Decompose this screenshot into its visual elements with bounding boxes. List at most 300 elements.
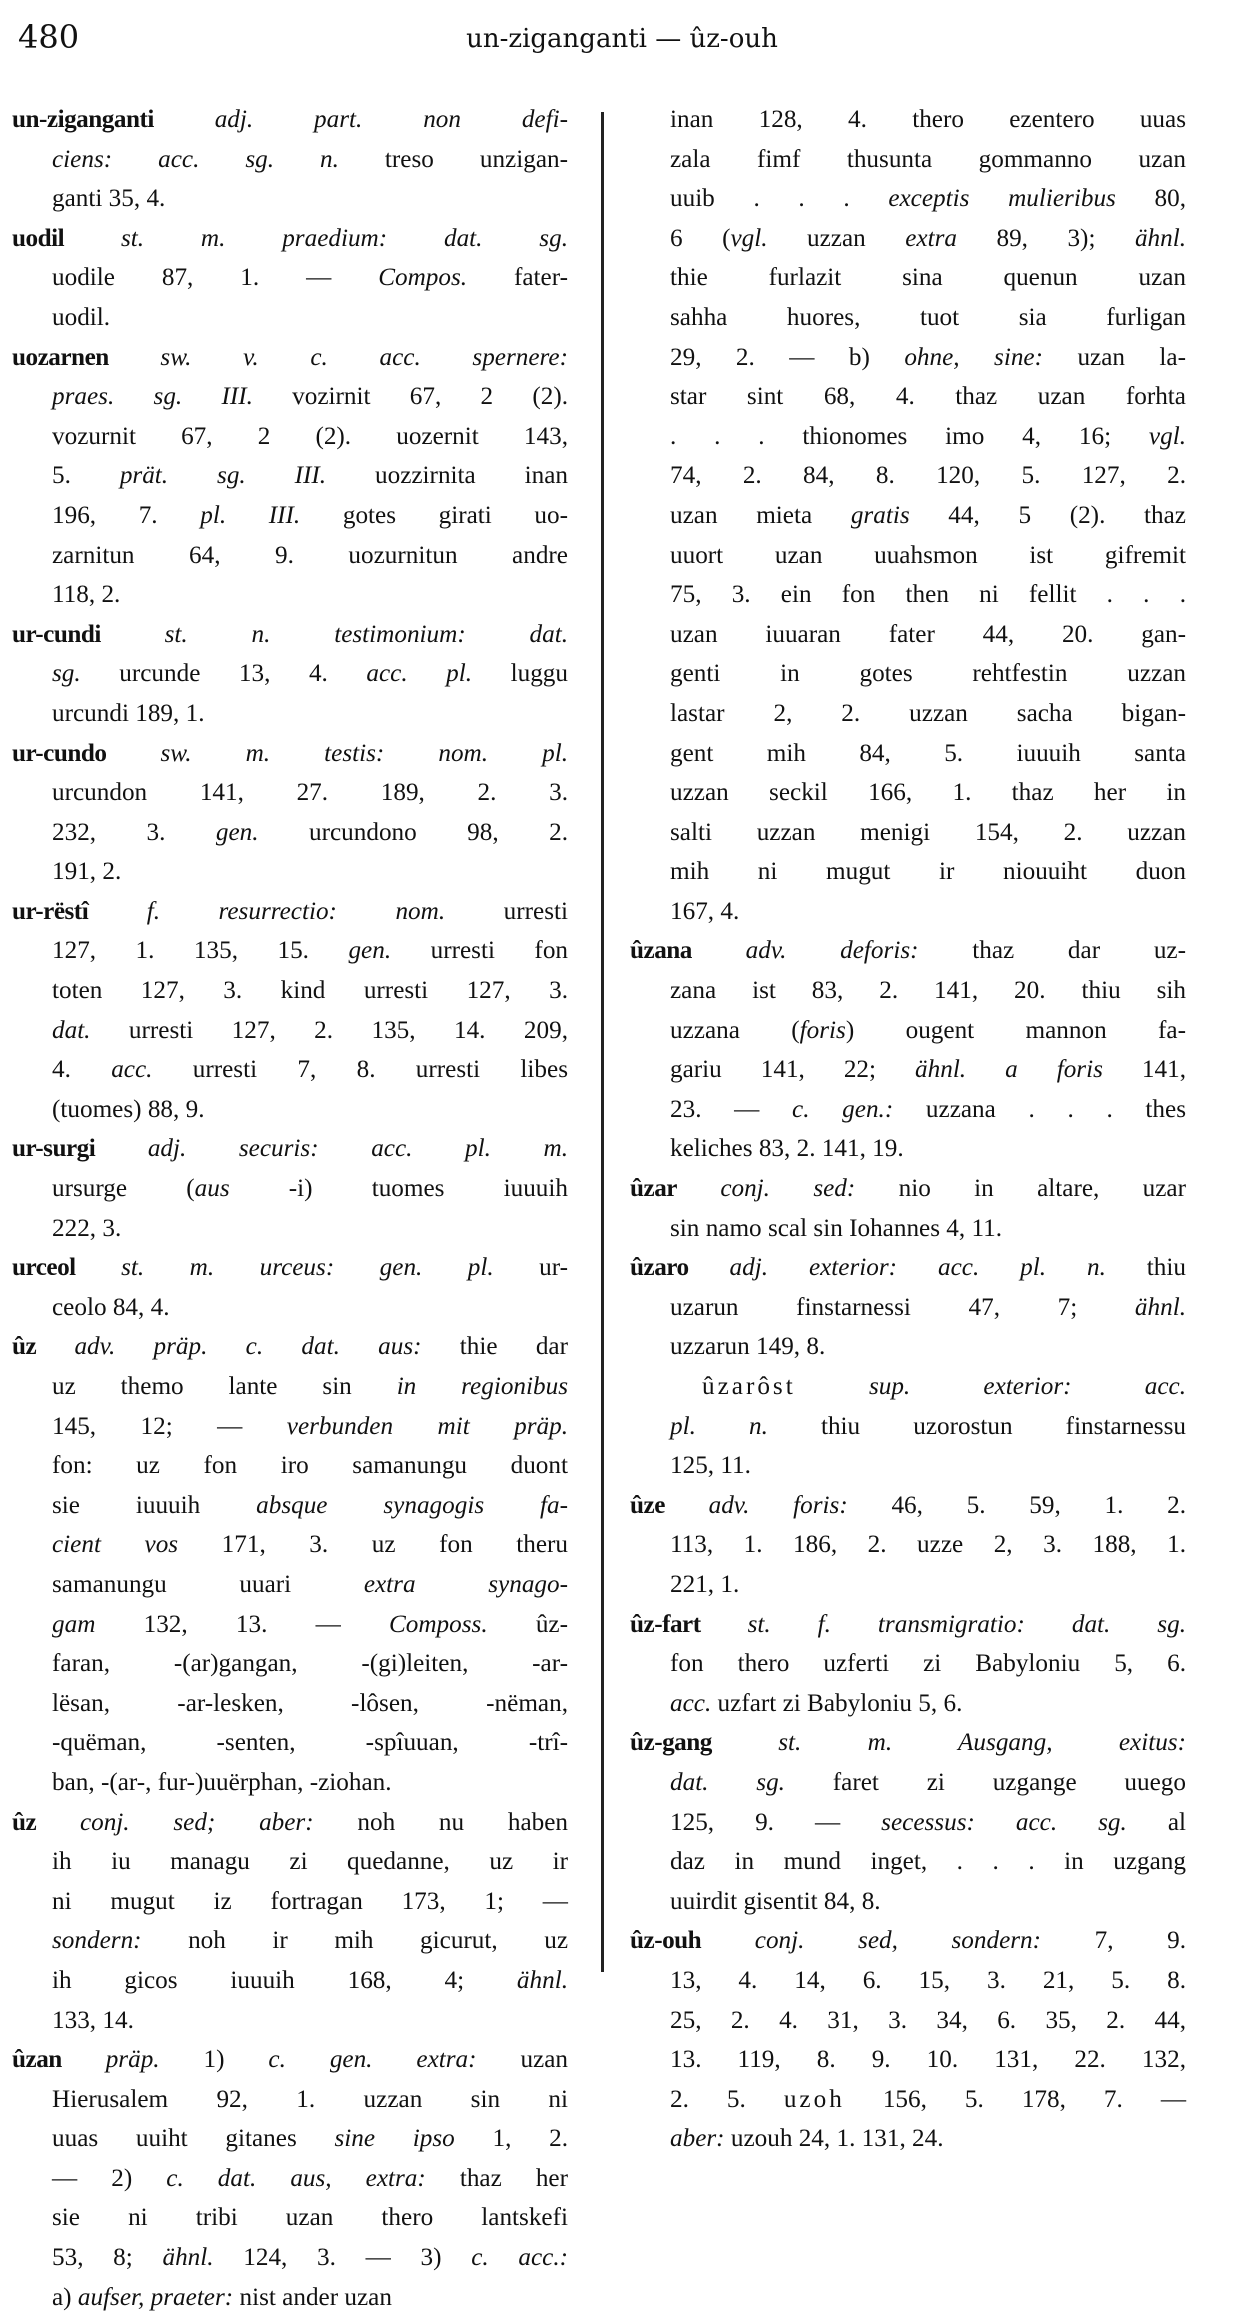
headword: ûzan <box>12 2046 62 2074</box>
citation-text: daz in mund inget, . . . in uzgang <box>670 1848 1186 1876</box>
citation-text: uodile 87, 1. — <box>52 264 379 292</box>
entry-line <box>12 2119 568 2159</box>
grammar-note: Compos. <box>378 264 468 292</box>
citation-text: urresti 127, 2. 135, 14. 209, <box>90 1016 568 1044</box>
right-column <box>630 100 1186 2159</box>
entry-line <box>630 100 1186 140</box>
grammar-note: ciens: acc. sg. n. <box>52 145 339 173</box>
citation-text: urcundono 98, 2. <box>258 818 568 846</box>
citation-text: uuas uuiht gitanes <box>52 2125 335 2153</box>
entry-headline <box>12 1248 568 1288</box>
entry-line <box>630 1763 1186 1803</box>
grammar-note: foris <box>799 1016 846 1044</box>
grammar-note: exceptis mulieribus <box>888 185 1116 213</box>
grammar-note: aufser, praeter: <box>77 2283 234 2311</box>
grammar-note: ähnl. <box>1134 1293 1186 1321</box>
citation-text: urresti <box>445 897 568 925</box>
citation-text: uzan iuuaran fater 44, 20. gan- <box>670 620 1186 648</box>
citation-text: uz themo lante sin <box>52 1373 397 1400</box>
entry-line <box>630 1209 1186 1249</box>
citation-text: urresti fon <box>391 937 569 965</box>
grammar-note: c. gen.: <box>792 1095 894 1123</box>
citation-text: thiu uzorostun finstarnessu <box>767 1412 1186 1440</box>
citation-text: uozzirnita inan <box>326 462 568 490</box>
entry-line <box>630 734 1186 774</box>
citation-text: 13, 4. 14, 6. 15, 3. 21, 5. 8. <box>670 1966 1186 1994</box>
grammar-note: conj. sed: <box>676 1175 856 1203</box>
headword: ûzana <box>630 937 692 965</box>
grammar-note: pl. III. <box>200 501 301 529</box>
entry-line <box>630 1090 1186 1130</box>
citation-text: 75, 3. ein fon then ni fellit . . . <box>670 581 1186 609</box>
entry-line <box>630 2119 1186 2159</box>
citation-text: fon thero uzferti zi Babyloniu 5, 6. <box>670 1650 1186 1678</box>
headword: ur-cundo <box>12 739 107 767</box>
citation-text: uzan mieta <box>670 501 851 529</box>
citation-text: urcunde 13, 4. <box>80 660 367 688</box>
grammar-note: conj. sed; aber: <box>36 1808 314 1836</box>
entry-line <box>630 417 1186 457</box>
citation-text: uzoh <box>783 2085 845 2113</box>
grammar-note: extra synago- <box>363 1570 568 1598</box>
entry-line <box>12 1763 568 1803</box>
headword: uozarnen <box>12 343 109 371</box>
grammar-note: acc. pl. <box>366 660 473 688</box>
left-column <box>12 100 568 2317</box>
citation-text: ) ougent mannon fa- <box>845 1016 1186 1044</box>
citation-text: lësan, -ar-lesken, -lôsen, -nëman, <box>52 1689 568 1717</box>
citation-text: zana ist 83, 2. 141, 20. thiu sih <box>670 977 1186 1005</box>
grammar-note: sondern: <box>52 1927 142 1955</box>
citation-text: star sint 68, 4. thaz uzan forhta <box>670 383 1186 411</box>
citation-text: 23. — <box>670 1095 793 1123</box>
citation-text: 232, 3. <box>52 818 216 846</box>
entry-line <box>12 140 568 180</box>
citation-text: uzarun finstarnessi 47, 7; <box>670 1293 1135 1321</box>
grammar-note: sup. exterior: acc. <box>795 1373 1186 1400</box>
citation-text: faret zi uzgange uuego <box>784 1768 1186 1796</box>
entry-line <box>630 1050 1186 1090</box>
grammar-note: st. m. praedium: dat. sg. <box>64 224 568 252</box>
citation-text: 89, 3); <box>957 224 1135 252</box>
entry-line <box>12 377 568 417</box>
entry-headline <box>12 1327 568 1367</box>
citation-text: -i) tuomes iuuuih <box>229 1175 568 1203</box>
citation-text: thie dar <box>421 1333 568 1361</box>
entry-line <box>12 931 568 971</box>
entry-line <box>12 1921 568 1961</box>
headword: uodil <box>12 224 65 252</box>
entry-line <box>12 1486 568 1526</box>
citation-text: vozirnit 67, 2 (2). <box>252 383 568 411</box>
entry-headline <box>630 1486 1186 1526</box>
citation-text: nist ander uzan <box>233 2283 392 2311</box>
entry-line <box>630 971 1186 1011</box>
entry-line <box>630 575 1186 615</box>
entry-line <box>12 536 568 576</box>
citation-text: thaz dar uz- <box>918 937 1186 965</box>
citation-text: 118, 2. <box>52 581 121 609</box>
citation-text: 2. 5. <box>670 2085 784 2113</box>
citation-text: 127, 1. 135, 15. <box>52 937 349 965</box>
citation-text: luggu <box>472 660 568 688</box>
entry-headline <box>12 219 568 259</box>
entry-headline <box>12 734 568 774</box>
citation-text: lastar 2, 2. uzzan sacha bigan- <box>670 699 1186 727</box>
entry-line <box>630 615 1186 655</box>
citation-text: ursurge ( <box>52 1175 195 1203</box>
entry-line <box>12 773 568 813</box>
running-head: un-ziganganti — ûz-ouh <box>466 24 778 54</box>
grammar-note: gam <box>52 1610 96 1638</box>
citation-text: zala fimf thusunta gommanno uzan <box>670 145 1186 173</box>
citation-text: 25, 2. 4. 31, 3. 34, 6. 35, 2. 44, <box>670 2006 1186 2034</box>
citation-text: fater- <box>467 264 568 292</box>
headword: ur-cundi <box>12 620 101 648</box>
citation-text: Hierusalem 92, 1. uzzan sin ni <box>52 2085 568 2113</box>
citation-text: uuort uzan uuahsmon ist gifremit <box>670 541 1186 569</box>
entry-line <box>630 1961 1186 2001</box>
citation-text: al <box>1126 1808 1187 1836</box>
grammar-note: st. n. testimonium: dat. <box>100 620 568 648</box>
grammar-note: gratis <box>850 501 910 529</box>
page-number: 480 <box>18 18 80 56</box>
citation-text: 1) <box>159 2046 269 2074</box>
grammar-note: praes. sg. III. <box>52 383 253 411</box>
entry-line <box>630 694 1186 734</box>
entry-line <box>12 298 568 338</box>
grammar-note: f. resurrectio: nom. <box>88 897 446 925</box>
entry-headline <box>12 1129 568 1169</box>
citation-text: 141, <box>1102 1056 1186 1084</box>
entry-line <box>630 219 1186 259</box>
entry-line <box>12 2001 568 2041</box>
entry-line <box>630 1644 1186 1684</box>
citation-text: 113, 1. 186, 2. uzze 2, 3. 188, 1. <box>670 1531 1186 1559</box>
entry-line <box>12 1723 568 1763</box>
grammar-note: prät. sg. III. <box>119 462 327 490</box>
entry-line <box>12 1446 568 1486</box>
entry-line <box>630 1288 1186 1328</box>
headword: ûzar <box>630 1175 677 1203</box>
entry-line <box>12 2080 568 2120</box>
grammar-note: ähnl. <box>1134 224 1187 252</box>
citation-text: uzouh 24, 1. 131, 24. <box>724 2125 944 2153</box>
entry-line <box>12 2278 568 2317</box>
citation-text: ih gicos iuuuih 168, 4; <box>52 1966 517 1994</box>
citation-text: 145, 12; — <box>52 1412 287 1440</box>
citation-text: uzan la- <box>1043 343 1186 371</box>
citation-text: noh nu haben <box>313 1808 569 1836</box>
citation-text: urcundon 141, 27. 189, 2. 3. <box>52 779 568 807</box>
entry-line <box>12 1090 568 1130</box>
citation-text: 221, 1. <box>670 1570 740 1598</box>
grammar-note: in regionibus <box>396 1373 568 1400</box>
grammar-note: c. gen. extra: <box>268 2046 477 2074</box>
citation-text: urcundi 189, 1. <box>52 699 205 727</box>
entry-line <box>12 1169 568 1209</box>
citation-text: vozurnit 67, 2 (2). uozernit 143, <box>52 422 568 450</box>
entry-headline <box>630 1169 1186 1209</box>
grammar-note: aus <box>194 1175 230 1203</box>
entry-line <box>630 1684 1186 1724</box>
grammar-note: dat. <box>52 1016 91 1044</box>
entry-headline <box>12 1803 568 1843</box>
entry-headline <box>12 338 568 378</box>
grammar-note: gen. <box>215 818 259 846</box>
grammar-note: ähnl. <box>162 2244 214 2272</box>
entry-line <box>630 2080 1186 2120</box>
citation-text: gariu 141, 22; <box>670 1056 916 1084</box>
grammar-note: adv. foris: <box>664 1491 848 1519</box>
citation-text: ûzarôst <box>702 1373 796 1400</box>
entry-line <box>630 1327 1186 1367</box>
citation-text: 133, 14. <box>52 2006 134 2034</box>
citation-text: (tuomes) 88, 9. <box>52 1095 205 1123</box>
grammar-note: sw. v. c. acc. spernere: <box>108 343 568 371</box>
citation-text: genti in gotes rehtfestin uzzan <box>670 660 1186 688</box>
entry-headline <box>12 892 568 932</box>
grammar-note: Composs. <box>388 1610 488 1638</box>
entry-line <box>12 1565 568 1605</box>
citation-text: salti uzzan menigi 154, 2. uzzan <box>670 818 1186 846</box>
entry-line <box>630 1565 1186 1605</box>
entry-headline <box>630 1248 1186 1288</box>
entry-line <box>630 298 1186 338</box>
headword: ûz <box>12 1333 37 1361</box>
citation-text: 132, 13. — <box>95 1610 389 1638</box>
grammar-note: st. m. urceus: gen. pl. <box>75 1254 494 1282</box>
entry-headline <box>630 1605 1186 1645</box>
grammar-note: gen. <box>348 937 392 965</box>
citation-text: ban, -(ar-, fur-)uuërphan, -ziohan. <box>52 1768 392 1796</box>
entry-line <box>630 1011 1186 1051</box>
entry-line <box>12 1209 568 1249</box>
citation-text: sahha huores, tuot sia furligan <box>670 303 1186 331</box>
citation-text: samanungu uuari <box>52 1570 364 1598</box>
entry-line <box>12 2159 568 2199</box>
entry-line <box>12 258 568 298</box>
entry-line <box>630 1407 1186 1447</box>
entry-line <box>12 1644 568 1684</box>
entry-line <box>12 1367 568 1407</box>
citation-text: 53, 8; <box>52 2244 163 2272</box>
citation-text: 80, <box>1115 185 1187 213</box>
citation-text: uzzana ( <box>670 1016 800 1044</box>
citation-text: ûz- <box>487 1610 568 1638</box>
grammar-note: pl. n. <box>670 1412 768 1440</box>
citation-text: noh ir mih gicurut, uz <box>141 1927 568 1955</box>
citation-text: 222, 3. <box>52 1214 122 1242</box>
entry-line <box>12 2238 568 2278</box>
citation-text: 44, 5 (2). thaz <box>909 501 1186 529</box>
entry-line <box>12 1882 568 1922</box>
citation-text: ni mugut iz fortragan 173, 1; — <box>52 1887 568 1915</box>
headword: ûz-gang <box>630 1729 712 1757</box>
citation-text: ceolo 84, 4. <box>52 1293 170 1321</box>
citation-text: . . . thionomes imo 4, 16; <box>670 422 1149 450</box>
citation-text: uuirdit gisentit 84, 8. <box>670 1887 881 1915</box>
citation-text: 4. <box>52 1056 112 1084</box>
entry-line <box>630 2001 1186 2041</box>
entry-line <box>12 1407 568 1447</box>
citation-text: 46, 5. 59, 1. 2. <box>847 1491 1187 1519</box>
citation-text: -quëman, -senten, -spîuuan, -trî- <box>52 1729 568 1757</box>
grammar-note: st. f. transmigratio: dat. sg. <box>700 1610 1186 1638</box>
column-rule <box>601 112 604 1972</box>
grammar-note: adv. präp. c. dat. aus: <box>36 1333 422 1361</box>
grammar-note: absque synagogis fa- <box>256 1491 568 1519</box>
citation-text: inan 128, 4. thero ezentero uuas <box>670 106 1186 133</box>
entry-headline <box>630 1921 1186 1961</box>
citation-text: thiu <box>1105 1254 1186 1282</box>
entry-line <box>12 496 568 536</box>
entry-line <box>12 1961 568 2001</box>
citation-text: gotes girati uo- <box>300 501 568 529</box>
citation-text: toten 127, 3. kind urresti 127, 3. <box>52 977 568 1005</box>
citation-text: uzzan seckil 166, 1. thaz her in <box>670 779 1186 807</box>
entry-line <box>12 1050 568 1090</box>
citation-text: 125, 11. <box>670 1452 751 1480</box>
grammar-note: sine ipso <box>334 2125 455 2153</box>
citation-text: uzfart zi Babyloniu 5, 6. <box>711 1689 963 1717</box>
entry-headline <box>630 931 1186 971</box>
entry-line <box>12 654 568 694</box>
entry-line <box>12 852 568 892</box>
citation-text: uzzan <box>767 224 906 252</box>
headword: ûz-fart <box>630 1610 701 1638</box>
entry-line <box>630 456 1186 496</box>
citation-text: 171, 3. uz fon theru <box>178 1531 568 1559</box>
grammar-note: aber: <box>670 2125 725 2153</box>
citation-text: uuib . . . <box>670 185 889 213</box>
entry-line <box>12 1684 568 1724</box>
entry-line <box>630 1367 1186 1407</box>
entry-line <box>12 417 568 457</box>
grammar-note: acc. <box>670 1689 712 1717</box>
citation-text: 13. 119, 8. 9. 10. 131, 22. 132, <box>670 2046 1186 2074</box>
entry-line <box>630 377 1186 417</box>
citation-text: 1, 2. <box>454 2125 569 2153</box>
citation-text: uzzarun 149, 8. <box>670 1333 826 1361</box>
citation-text: 6 ( <box>670 224 731 252</box>
citation-text: 191, 2. <box>52 858 122 886</box>
grammar-note: ähnl. a foris <box>915 1056 1103 1084</box>
citation-text: ganti 35, 4. <box>52 185 166 213</box>
entry-line <box>12 456 568 496</box>
entry-line <box>630 536 1186 576</box>
grammar-note: adj. securis: acc. pl. m. <box>95 1135 568 1163</box>
entry-headline <box>630 1723 1186 1763</box>
entry-line <box>12 1288 568 1328</box>
citation-text: 7, 9. <box>1041 1927 1186 1955</box>
entry-line <box>630 773 1186 813</box>
headword: un-ziganganti <box>12 106 154 133</box>
citation-text: — 2) <box>52 2164 167 2192</box>
entry-line <box>12 694 568 734</box>
entry-line <box>12 1605 568 1645</box>
entry-line <box>630 1129 1186 1169</box>
headword: ûz <box>12 1808 37 1836</box>
headword: ur-surgi <box>12 1135 96 1163</box>
citation-text: uzzana . . . thes <box>893 1095 1187 1123</box>
grammar-note: acc. <box>111 1056 153 1084</box>
entry-line <box>630 1803 1186 1843</box>
grammar-note: vgl. <box>730 224 768 252</box>
entry-line <box>630 258 1186 298</box>
citation-text: fon: uz fon iro samanungu duont <box>52 1452 568 1480</box>
entry-line <box>12 179 568 219</box>
entry-line <box>630 1842 1186 1882</box>
citation-text: uzan <box>476 2046 569 2074</box>
citation-text: 196, 7. <box>52 501 201 529</box>
grammar-note: c. dat. aus, extra: <box>166 2164 426 2192</box>
citation-text: gent mih 84, 5. iuuuih santa <box>670 739 1186 767</box>
citation-text: zarnitun 64, 9. uozurnitun andre <box>52 541 568 569</box>
entry-headline <box>12 100 568 140</box>
grammar-note: sg. <box>52 660 81 688</box>
grammar-note: cient vos <box>52 1531 179 1559</box>
entry-line <box>12 1011 568 1051</box>
citation-text: nio in altare, uzar <box>855 1175 1186 1203</box>
grammar-note: adv. deforis: <box>691 937 919 965</box>
citation-text: faran, -(ar)gangan, -(gi)leiten, -ar- <box>52 1650 568 1678</box>
grammar-note: sw. m. testis: nom. pl. <box>106 739 568 767</box>
entry-line <box>12 575 568 615</box>
grammar-note: conj. sed, sondern: <box>701 1927 1042 1955</box>
entry-headline <box>12 2040 568 2080</box>
headword: urceol <box>12 1254 76 1282</box>
grammar-note: ohne, sine: <box>904 343 1043 371</box>
entry-line <box>630 1882 1186 1922</box>
headword: ûzaro <box>630 1254 689 1282</box>
entry-line <box>630 852 1186 892</box>
citation-text: thie furlazit sina quenun uzan <box>670 264 1186 292</box>
grammar-note: st. m. Ausgang, exitus: <box>711 1729 1186 1757</box>
entry-line <box>630 892 1186 932</box>
citation-text: treso unzigan- <box>338 145 568 173</box>
entry-line <box>630 813 1186 853</box>
grammar-note: präp. <box>61 2046 160 2074</box>
entry-line <box>630 496 1186 536</box>
grammar-note: vgl. <box>1148 422 1186 450</box>
citation-text: 74, 2. 84, 8. 120, 5. 127, 2. <box>670 462 1186 490</box>
citation-text: 124, 3. — 3) <box>213 2244 472 2272</box>
citation-text: 167, 4. <box>670 897 740 925</box>
citation-text: 5. <box>52 462 120 490</box>
citation-text: 156, 5. 178, 7. — <box>844 2085 1187 2113</box>
citation-text: sie ni tribi uzan thero lantskefi <box>52 2204 568 2232</box>
entry-line <box>630 1525 1186 1565</box>
entry-line <box>630 140 1186 180</box>
entry-headline <box>12 615 568 655</box>
entry-line <box>12 1842 568 1882</box>
grammar-note: dat. sg. <box>670 1768 785 1796</box>
headword: ûz-ouh <box>630 1927 702 1955</box>
grammar-note: secessus: acc. sg. <box>881 1808 1127 1836</box>
grammar-note: extra <box>905 224 958 252</box>
citation-text: 125, 9. — <box>670 1808 882 1836</box>
citation-text: mih ni mugut ir niouuiht duon <box>670 858 1186 886</box>
headword: ûze <box>630 1491 665 1519</box>
headword: ur-rëstî <box>12 897 89 925</box>
grammar-note: adj. part. non defi- <box>153 106 568 133</box>
entry-line <box>630 338 1186 378</box>
citation-text: urresti 7, 8. urresti libes <box>152 1056 569 1084</box>
entry-line <box>630 1446 1186 1486</box>
citation-text: sin namo scal sin Iohannes 4, 11. <box>670 1214 1003 1242</box>
entry-line <box>12 971 568 1011</box>
